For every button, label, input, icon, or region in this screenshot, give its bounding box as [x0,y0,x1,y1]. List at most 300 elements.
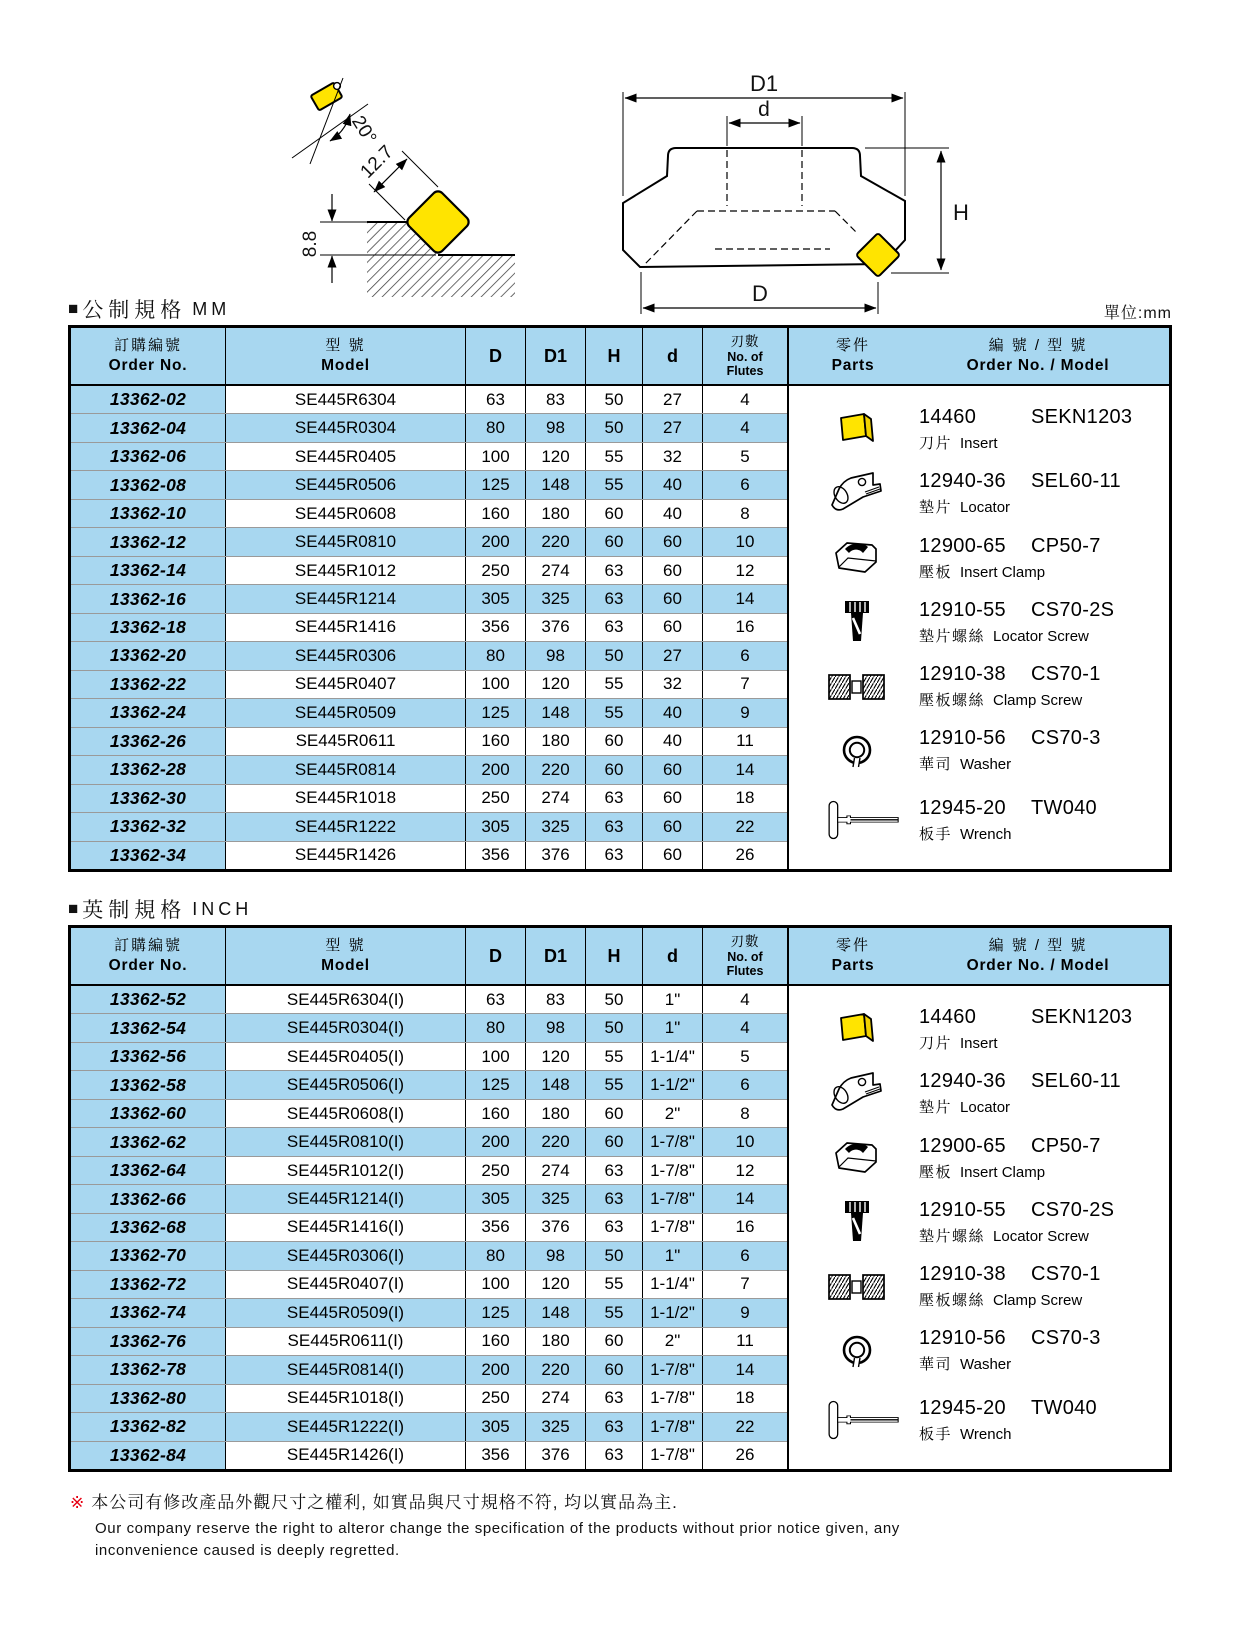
part-name-en: Insert Clamp [960,563,1046,581]
flutes-cell: 11 [736,1331,754,1351]
h-cell: 50 [586,1014,643,1041]
h-cell: 63 [586,557,643,584]
order-no-cell: 13362-54 [71,1014,226,1041]
part-item [789,727,1169,774]
header-d: D [466,928,526,984]
d1-cell: 83 [526,986,586,1013]
part-order-no: 12910-55 [919,599,1006,621]
d1-cell: 376 [526,614,586,641]
parts-panel [787,328,1169,869]
flutes-cell: 10 [703,528,787,555]
d1-cell: 220 [526,1128,586,1155]
header-d1: D1 [526,328,586,384]
h-cell: 55 [586,671,643,698]
h-cell: 55 [586,471,643,498]
part-model: CS70-3 [1031,1327,1101,1350]
d-cell: 356 [466,614,526,641]
bore-cell: 27 [643,414,703,441]
parts-panel [787,928,1169,1469]
part-item [789,1391,1169,1449]
model-cell: SE445R1416(I) [226,1214,466,1241]
part-name-zh: 墊片螺絲 [919,1228,986,1245]
part-name-en: Washer [960,1356,1012,1374]
flutes-cell: 6 [703,642,787,669]
part-name-zh: 板手 [919,1425,953,1443]
model-cell: SE445R0506 [226,471,466,498]
section-bullet: ■ [68,899,79,918]
part-name-en: Clamp Screw [993,692,1083,710]
part-model: CS70-2S [1031,1199,1115,1221]
d-cell: 160 [466,728,526,755]
h-cell: 63 [586,1157,643,1184]
part-model: CP50-7 [1031,1134,1101,1157]
part-model: TW040 [1031,796,1097,819]
part-item [789,535,1169,582]
order-no-cell: 13362-28 [71,756,226,783]
bore-cell: 40 [643,471,703,498]
part-name-en: Locator [960,499,1011,517]
order-no-cell: 13362-66 [71,1185,226,1212]
part-name-zh: 壓板螺絲 [919,692,986,710]
part-name-zh: 板手 [919,825,953,843]
bore-cell: 1-7/8" [643,1385,703,1412]
d-cell: 356 [466,1214,526,1241]
model-cell: SE445R0407 [226,671,466,698]
part-model: TW040 [1031,1396,1097,1419]
wrench-icon [813,1391,901,1449]
h-cell: 55 [586,699,643,726]
model-cell: SE445R1018 [226,785,466,812]
part-name-en: Wrench [960,1425,1012,1443]
bore-cell: 60 [643,785,703,812]
insert-icon [813,407,901,451]
model-cell: SE445R0810 [226,528,466,555]
d-cell: 305 [466,585,526,612]
d1-cell: 274 [526,1385,586,1412]
header-bore: d [643,928,703,984]
locator-icon [813,1070,901,1118]
header-h: H [586,928,643,984]
d-cell: 125 [466,1071,526,1098]
dim-label-d-outer: D [752,281,768,306]
d-cell: 100 [466,671,526,698]
model-cell: SE445R0306(I) [226,1242,466,1269]
bore-cell: 1-1/2" [643,1299,703,1326]
bore-cell: 1" [643,1242,703,1269]
flutes-cell: 12 [735,560,755,580]
dim-label-depth: 8.8 [300,230,321,258]
flutes-cell: 4 [740,389,750,409]
clamp-screw-icon [813,1271,901,1303]
part-model: CS70-1 [1031,663,1101,686]
d1-cell: 98 [526,1242,586,1269]
header-flutes: 刃數 No. of Flutes [726,334,764,378]
flutes-cell: 16 [735,617,755,637]
d1-cell: 148 [526,471,586,498]
flutes-cell: 7 [740,674,750,694]
h-cell: 55 [586,1299,643,1326]
order-no-cell: 13362-30 [71,785,226,812]
part-name-zh: 刀片 [919,1034,953,1052]
section-title-en: MM [192,298,231,319]
part-model: SEKN1203 [1031,405,1133,428]
model-cell: SE445R1012(I) [226,1157,466,1184]
d-cell: 160 [466,1100,526,1127]
h-cell: 55 [586,1271,643,1298]
header-d: D [466,328,526,384]
table-row [71,499,787,527]
d1-cell: 180 [526,728,586,755]
d-cell: 125 [466,699,526,726]
metric-spec-table [68,325,1172,872]
order-no-cell: 13362-76 [71,1328,226,1355]
dim-label-h: H [953,200,969,225]
part-model: CS70-3 [1031,727,1101,750]
h-cell: 60 [586,1128,643,1155]
model-cell: SE445R0304(I) [226,1014,466,1041]
h-cell: 50 [586,414,643,441]
h-cell: 50 [586,386,643,413]
part-item [789,1199,1169,1247]
model-cell: SE445R0405(I) [226,1043,466,1070]
part-model: CS70-1 [1031,1263,1101,1286]
section-title-zh: 公制規格 [82,299,187,322]
table-row [71,841,787,869]
model-cell: SE445R0509(I) [226,1299,466,1326]
inch-spec-table [68,925,1172,1472]
d1-cell: 120 [526,1271,586,1298]
bore-cell: 2" [643,1328,703,1355]
bore-cell: 1-7/8" [643,1185,703,1212]
bore-cell: 1-1/4" [643,1271,703,1298]
d1-cell: 274 [526,785,586,812]
flutes-cell: 8 [740,503,750,523]
model-cell: SE445R1426 [226,842,466,869]
part-order-no: 12910-38 [919,1263,1006,1286]
header-d1: D1 [526,928,586,984]
part-name-en: Locator Screw [993,628,1089,645]
d-cell: 160 [466,1328,526,1355]
model-cell: SE445R6304 [226,386,466,413]
part-name-en: Locator Screw [993,1228,1089,1245]
part-item [789,1070,1169,1118]
d1-cell: 325 [526,813,586,840]
d1-cell: 325 [526,585,586,612]
d1-cell: 148 [526,699,586,726]
flutes-cell: 14 [703,1185,787,1212]
part-name-en: Locator [960,1099,1011,1117]
model-cell: SE445R1222(I) [226,1413,466,1440]
table-row [71,1070,787,1098]
footnote-en-line2: inconvenience caused is deeply regretted. [95,1541,400,1559]
order-no-cell: 13362-18 [71,614,226,641]
table-row [71,1441,787,1469]
part-model: SEL60-11 [1031,1070,1121,1093]
washer-icon [813,731,901,771]
model-cell: SE445R6304(I) [226,986,466,1013]
bore-cell: 1-7/8" [643,1413,703,1440]
d-cell: 80 [466,414,526,441]
model-cell: SE445R0509 [226,699,466,726]
model-cell: SE445R1222 [226,813,466,840]
table-row [71,812,787,840]
flutes-cell: 12 [735,1160,755,1180]
model-cell: SE445R1012 [226,557,466,584]
bore-cell: 27 [643,642,703,669]
table-row [71,1184,787,1212]
table-row [71,1270,787,1298]
bore-cell: 2" [643,1100,703,1127]
bore-cell: 60 [643,614,703,641]
h-cell: 63 [586,1413,643,1440]
d-cell: 80 [466,1242,526,1269]
table-row [71,727,787,755]
parts-header: 零件 Parts 編 號 / 型 號 Order No. / Model [789,328,1169,386]
table-row [71,1156,787,1184]
cutter-body-diagram [595,70,985,320]
model-cell: SE445R0810(I) [226,1128,466,1155]
header-model: 型 號 Model [226,328,466,384]
part-item [789,1135,1169,1182]
order-no-cell: 13362-68 [71,1214,226,1241]
h-cell: 60 [586,756,643,783]
h-cell: 63 [586,614,643,641]
h-cell: 55 [586,1043,643,1070]
table-row [71,1355,787,1383]
d-cell: 200 [466,528,526,555]
table-row [71,1013,787,1041]
d1-cell: 220 [526,756,586,783]
model-cell: SE445R0611(I) [226,1328,466,1355]
bore-cell: 60 [643,842,703,869]
table-row [71,1327,787,1355]
bore-cell: 60 [643,528,703,555]
flutes-cell: 4 [703,1014,787,1041]
d-cell: 125 [466,1299,526,1326]
model-cell: SE445R0814(I) [226,1356,466,1383]
d-cell: 305 [466,813,526,840]
d-cell: 100 [466,443,526,470]
bore-cell: 1" [643,1014,703,1041]
metric-table-body [71,386,787,869]
header-flutes: 刃數 No. of Flutes [726,934,764,978]
part-name-zh: 壓板 [919,563,953,581]
flutes-cell: 10 [703,1128,787,1155]
flutes-cell: 6 [703,1071,787,1098]
part-name-zh: 墊片螺絲 [919,628,986,645]
table-row [71,442,787,470]
dim-label-edge: 12.7 [356,141,398,183]
d1-cell: 274 [526,1157,586,1184]
table-row [71,584,787,612]
d-cell: 200 [466,756,526,783]
d1-cell: 274 [526,557,586,584]
model-cell: SE445R1426(I) [226,1442,466,1469]
model-cell: SE445R0506(I) [226,1071,466,1098]
bore-cell: 40 [643,728,703,755]
d1-cell: 376 [526,1442,586,1469]
part-model: CS70-2S [1031,599,1115,621]
order-no-cell: 13362-16 [71,585,226,612]
bore-cell: 40 [643,500,703,527]
d1-cell: 98 [526,642,586,669]
table-row [71,386,787,413]
table-row [71,613,787,641]
table-row [71,1127,787,1155]
flutes-cell: 26 [735,845,755,865]
table-row [71,1213,787,1241]
part-model: CP50-7 [1031,534,1101,557]
model-cell: SE445R0306 [226,642,466,669]
d-cell: 250 [466,1157,526,1184]
part-name-en: Wrench [960,825,1012,843]
insert-clamp-icon [813,536,901,580]
insert-icon [813,1007,901,1051]
bore-cell: 32 [643,671,703,698]
flutes-cell: 14 [703,756,787,783]
table-row [71,527,787,555]
d1-cell: 148 [526,1071,586,1098]
model-cell: SE445R1214 [226,585,466,612]
h-cell: 60 [586,528,643,555]
order-no-cell: 13362-32 [71,813,226,840]
d1-cell: 376 [526,842,586,869]
part-order-no: 12910-56 [919,727,1006,750]
order-no-cell: 13362-14 [71,557,226,584]
part-order-no: 12910-55 [919,1199,1006,1221]
part-order-no: 12940-36 [919,1070,1006,1093]
bore-cell: 60 [643,813,703,840]
flutes-cell: 5 [740,1046,750,1066]
order-no-cell: 13362-62 [71,1128,226,1155]
flutes-cell: 6 [703,1242,787,1269]
table-row [71,413,787,441]
h-cell: 50 [586,642,643,669]
table-header-row [71,928,787,986]
flutes-cell: 8 [740,1103,750,1123]
order-no-cell: 13362-26 [71,728,226,755]
table-row [71,1412,787,1440]
flutes-cell: 4 [740,989,750,1009]
insert-clamp-icon [813,1136,901,1180]
part-name-zh: 壓板 [919,1163,953,1181]
part-item [789,1263,1169,1310]
bore-cell: 40 [643,699,703,726]
d1-cell: 325 [526,1185,586,1212]
d-cell: 63 [466,386,526,413]
table-row [71,670,787,698]
order-no-cell: 13362-06 [71,443,226,470]
bore-cell: 1-7/8" [643,1214,703,1241]
model-cell: SE445R0611 [226,728,466,755]
flutes-cell: 4 [703,414,787,441]
washer-icon [813,1331,901,1371]
section-title-inch [68,894,252,924]
d-cell: 80 [466,1014,526,1041]
flutes-cell: 11 [736,731,754,751]
part-order-no: 12945-20 [919,1396,1006,1419]
d-cell: 125 [466,471,526,498]
table-row [71,1384,787,1412]
h-cell: 63 [586,785,643,812]
h-cell: 55 [586,1071,643,1098]
d1-cell: 325 [526,1413,586,1440]
flutes-cell: 7 [740,1274,750,1294]
order-no-cell: 13362-84 [71,1442,226,1469]
order-no-cell: 13362-02 [71,386,226,413]
bore-cell: 1-1/4" [643,1043,703,1070]
order-no-cell: 13362-20 [71,642,226,669]
model-cell: SE445R1018(I) [226,1385,466,1412]
part-name-zh: 壓板螺絲 [919,1292,986,1310]
clamp-screw-icon [813,671,901,703]
part-item [789,663,1169,710]
order-no-cell: 13362-56 [71,1043,226,1070]
section-title-metric [68,294,230,324]
d1-cell: 98 [526,1014,586,1041]
part-item [789,791,1169,849]
footnote-mark: ※ [70,1493,86,1512]
d-cell: 250 [466,785,526,812]
bore-cell: 60 [643,557,703,584]
d-cell: 356 [466,842,526,869]
footnote-en-line1: Our company reserve the right to alteror change the specification of the products without prior notice given, any [95,1520,900,1537]
h-cell: 50 [586,1242,643,1269]
inch-table-body [71,986,787,1469]
flutes-cell: 14 [703,1356,787,1383]
d1-cell: 83 [526,386,586,413]
h-cell: 60 [586,1100,643,1127]
h-cell: 60 [586,1328,643,1355]
part-name-zh: 華司 [919,1356,953,1374]
flutes-cell: 14 [703,585,787,612]
d1-cell: 180 [526,500,586,527]
h-cell: 55 [586,443,643,470]
part-order-no: 12900-65 [919,1134,1006,1157]
d1-cell: 180 [526,1328,586,1355]
part-name-zh: 墊片 [919,499,953,517]
model-cell: SE445R0405 [226,443,466,470]
part-item [789,1006,1169,1053]
d-cell: 100 [466,1043,526,1070]
bore-cell: 60 [643,585,703,612]
part-name-en: Washer [960,756,1012,774]
flutes-cell: 18 [735,1388,755,1408]
order-no-cell: 13362-04 [71,414,226,441]
d-cell: 200 [466,1356,526,1383]
order-no-cell: 13362-34 [71,842,226,869]
h-cell: 63 [586,842,643,869]
order-no-cell: 13362-52 [71,986,226,1013]
table-row [71,986,787,1013]
d1-cell: 120 [526,1043,586,1070]
part-order-no: 14460 [919,405,977,428]
flutes-cell: 6 [703,471,787,498]
section-title-zh: 英制規格 [82,899,187,922]
model-cell: SE445R0608 [226,500,466,527]
model-cell: SE445R0608(I) [226,1100,466,1127]
insert-cutting-diagram [270,62,570,307]
d-cell: 63 [466,986,526,1013]
part-name-zh: 刀片 [919,434,953,452]
h-cell: 60 [586,500,643,527]
d1-cell: 376 [526,1214,586,1241]
bore-cell: 60 [643,756,703,783]
part-order-no: 12910-56 [919,1327,1006,1350]
order-no-cell: 13362-22 [71,671,226,698]
h-cell: 63 [586,813,643,840]
bore-cell: 27 [643,386,703,413]
